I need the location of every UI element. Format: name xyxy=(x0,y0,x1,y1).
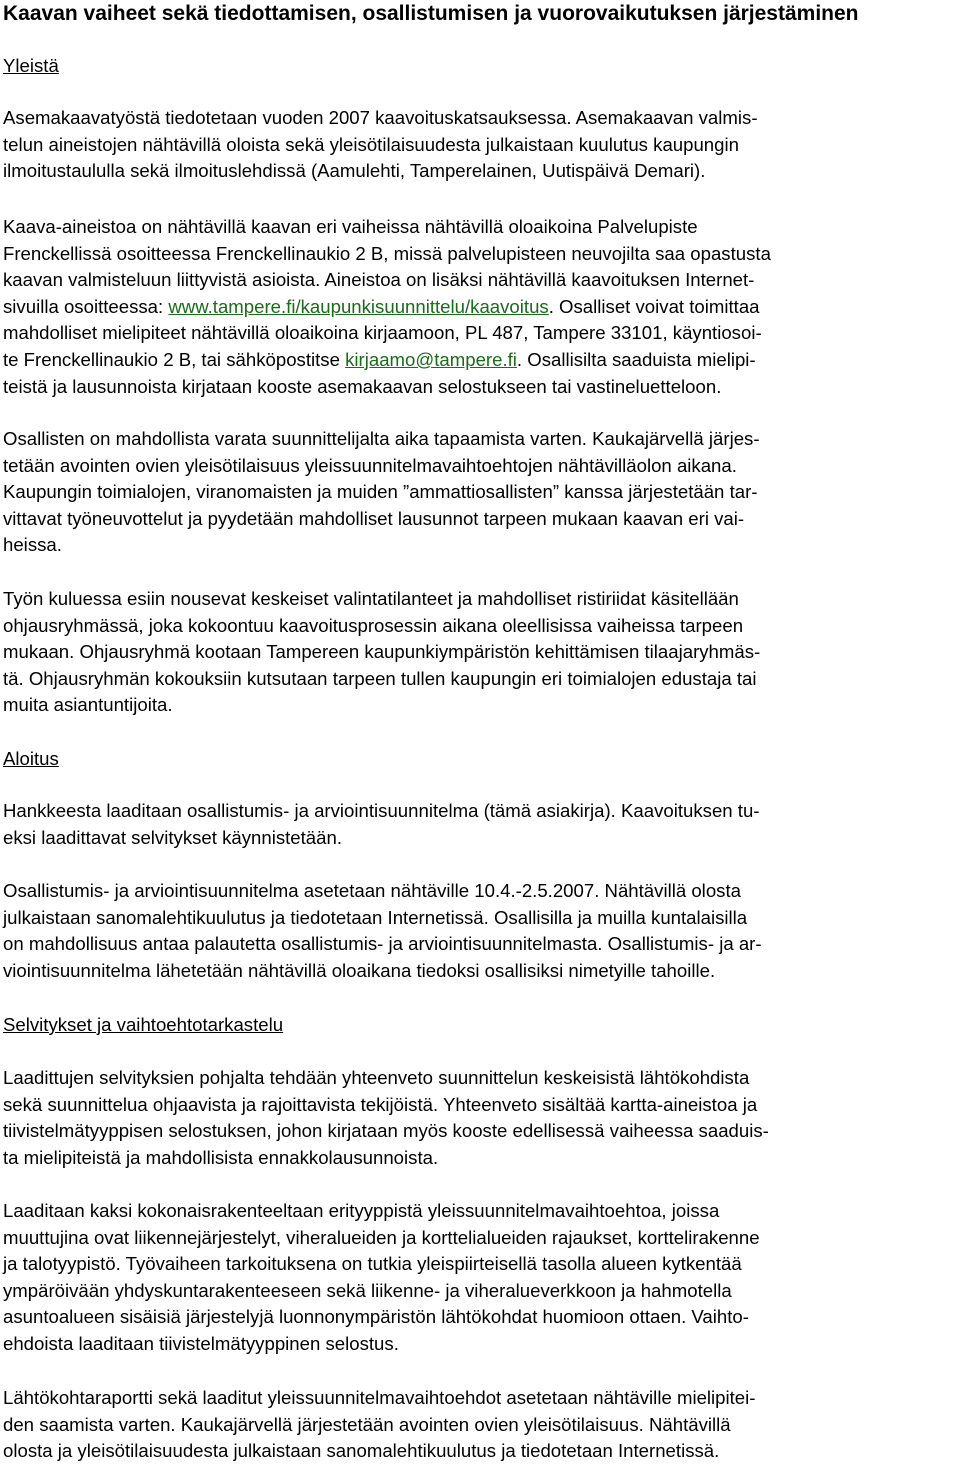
text-line: viointisuunnitelma lähetetään nähtävillä oloaikana tiedoksi osallisiksi nimetyille tahoille. xyxy=(3,959,716,981)
paragraph-selvitykset-1 xyxy=(3,1065,769,1171)
text-line: mahdolliset mielipiteet nähtävillä oloaikoina kirjaamoon, PL 487, Tampere 33101, käyntiosoi- xyxy=(3,322,762,344)
text-line: Kaupungin toimialojen, viranomaisten ja muiden ”ammattiosallisten” kanssa järjestetään tar- xyxy=(3,481,758,503)
text-line: Laadittujen selvityksien pohjalta tehdään yhteenveto suunnittelun keskeisistä lähtökohdista xyxy=(3,1067,750,1088)
text-line: teistä ja lausunnoista kirjataan kooste asemakaavan selostukseen tai vastineluetteloon. xyxy=(3,375,722,397)
text-line: Osallistumis- ja arviointisuunnitelma asetetaan nähtäville 10.4.-2.5.2007. Nähtävillä olosta xyxy=(3,880,741,901)
text-line: Asemakaavatyöstä tiedotetaan vuoden 2007 kaavoituskatsauksessa. Asemakaavan valmis- xyxy=(3,107,758,128)
text-line: ympäröivään yhdyskuntarakenteeseen sekä liikenne- ja viheralueverkkoon ja hahmotella xyxy=(3,1279,732,1301)
paragraph-yleista-1 xyxy=(3,105,758,185)
text-line: ohjausryhmässä, joka kokoontuu kaavoitusprosessin aikana oleellisissa vaiheissa tarpeen xyxy=(3,614,744,636)
text-line: muuttujina ovat liikennejärjestelyt, viheralueiden ja korttelialueiden rajaukset, korttelirakenne xyxy=(3,1226,760,1248)
text-line: julkaistaan sanomalehtikuulutus ja tiedotetaan Internetissä. Osallisilla ja muilla kuntalaisilla xyxy=(3,906,748,928)
text-line: olosta ja yleisötilaisuudesta julkaistaan sanomalehtikuulutus ja tiedotetaan Internetissä. xyxy=(3,1440,720,1462)
paragraph-yleista-4 xyxy=(3,586,760,719)
text-line: ehdoista laaditaan tiivistelmätyyppinen selostus. xyxy=(3,1332,399,1354)
text-line: sekä suunnittelua ohjaavista ja rajoittavista tekijöistä. Yhteenveto sisältää kartta-aineistoa ja xyxy=(3,1093,758,1115)
text-line: Työn kuluessa esiin nousevat keskeiset valintatilanteet ja mahdolliset ristiriidat käsitellään xyxy=(3,588,739,609)
text-line: Hankkeesta laaditaan osallistumis- ja arviointisuunnitelma (tämä asiakirja). Kaavoituksen tu- xyxy=(3,800,760,821)
text-line: Osallisten on mahdollista varata suunnittelijalta aika tapaamista varten. Kaukajärvellä järjes- xyxy=(3,428,760,449)
text-line: tä. Ohjausryhmän kokouksiin kutsutaan tarpeen tullen kaupungin eri toimialojen edustaja tai xyxy=(3,667,757,689)
text-line: telun aineistojen nähtävillä oloista sekä yleisötilaisuudesta julkaistaan kuulutus kaupungin xyxy=(3,133,739,155)
text-line: ta mielipiteistä ja mahdollisista ennakkolausunnoista. xyxy=(3,1146,439,1168)
paragraph-yleista-2 xyxy=(3,214,771,400)
text-line: kaavan valmisteluun liittyvistä asioista. Aineistoa on lisäksi nähtävillä kaavoituksen Internet- xyxy=(3,269,755,291)
paragraph-selvitykset-2 xyxy=(3,1198,760,1358)
text-line: Kaava-aineistoa on nähtävillä kaavan eri vaiheissa nähtävillä oloaikoina Palvelupiste xyxy=(3,216,698,237)
paragraph-aloitus-1 xyxy=(3,798,760,851)
text-line: asuntoalueen sisäisiä järjestelyjä luonnonympäristön lähtökohdat huomioon ottaen. Vaihto- xyxy=(3,1306,749,1328)
text-fragment: te Frenckellinaukio 2 B, tai sähköpostitse xyxy=(3,348,346,370)
text-fragment: sivuilla osoitteessa: xyxy=(3,295,169,317)
section-heading-yleista: Yleistä xyxy=(3,55,59,76)
text-line: Lähtökohtaraportti sekä laaditut yleissuunnitelmavaihtoehdot asetetaan nähtäville mielipitei- xyxy=(3,1387,756,1408)
text-line xyxy=(3,294,771,321)
kaavoitus-website-link[interactable]: www.tampere.fi/kaupunkisuunnittelu/kaavoitus xyxy=(168,295,549,317)
text-line: eksi laadittavat selvitykset käynnistetään. xyxy=(3,826,342,848)
text-line: on mahdollisuus antaa palautetta osallistumis- ja arviointisuunnitelmasta. Osallistumis- ja ar- xyxy=(3,933,762,955)
kirjaamo-email-link[interactable]: kirjaamo@tampere.fi xyxy=(345,348,517,370)
text-fragment: . Osallisilta saaduista mielipi- xyxy=(516,348,756,370)
section-heading-aloitus: Aloitus xyxy=(3,748,59,769)
text-fragment: . Osalliset voivat toimittaa xyxy=(548,295,760,317)
paragraph-selvitykset-3 xyxy=(3,1385,755,1465)
page-title: Kaavan vaiheet sekä tiedottamisen, osallistumisen ja vuorovaikutuksen järjestäminen xyxy=(3,2,859,25)
text-line xyxy=(3,347,771,374)
text-line: muita asiantuntijoita. xyxy=(3,694,173,716)
text-line: mukaan. Ohjausryhmä kootaan Tampereen kaupunkiympäristön kehittämisen tilaajaryhmäs- xyxy=(3,641,761,663)
text-line: ja talotyypistö. Työvaiheen tarkoituksena on tutkia yleispiirteisellä tasolla alueen kytkentää xyxy=(3,1253,742,1275)
text-line: Frenckellissä osoitteessa Frenckellinaukio 2 B, missä palvelupisteen neuvojilta saa opastusta xyxy=(3,242,771,264)
section-heading-selvitykset: Selvitykset ja vaihtoehtotarkastelu xyxy=(3,1014,284,1035)
paragraph-yleista-3 xyxy=(3,426,760,559)
text-line: Laaditaan kaksi kokonaisrakenteeltaan erityyppistä yleissuunnitelmavaihtoehtoa, joissa xyxy=(3,1200,720,1221)
text-line: heissa. xyxy=(3,534,62,556)
paragraph-aloitus-2 xyxy=(3,878,762,984)
text-line: vittavat työneuvottelut ja pyydetään mahdolliset lausunnot tarpeen mukaan kaavan eri vai- xyxy=(3,507,745,529)
text-line: tetään avointen ovien yleisötilaisuus yleissuunnitelmavaihtoehtojen nähtävilläolon aikana. xyxy=(3,454,737,476)
text-line: ilmoitustaululla sekä ilmoituslehdissä (Aamulehti, Tamperelainen, Uutispäivä Demari). xyxy=(3,160,706,182)
text-line: tiivistelmätyyppisen selostuksen, johon kirjataan myös kooste edellisessä vaiheessa saaduis- xyxy=(3,1120,769,1142)
text-line: den saamista varten. Kaukajärvellä järjestetään avointen ovien yleisötilaisuus. Nähtävillä xyxy=(3,1413,731,1435)
